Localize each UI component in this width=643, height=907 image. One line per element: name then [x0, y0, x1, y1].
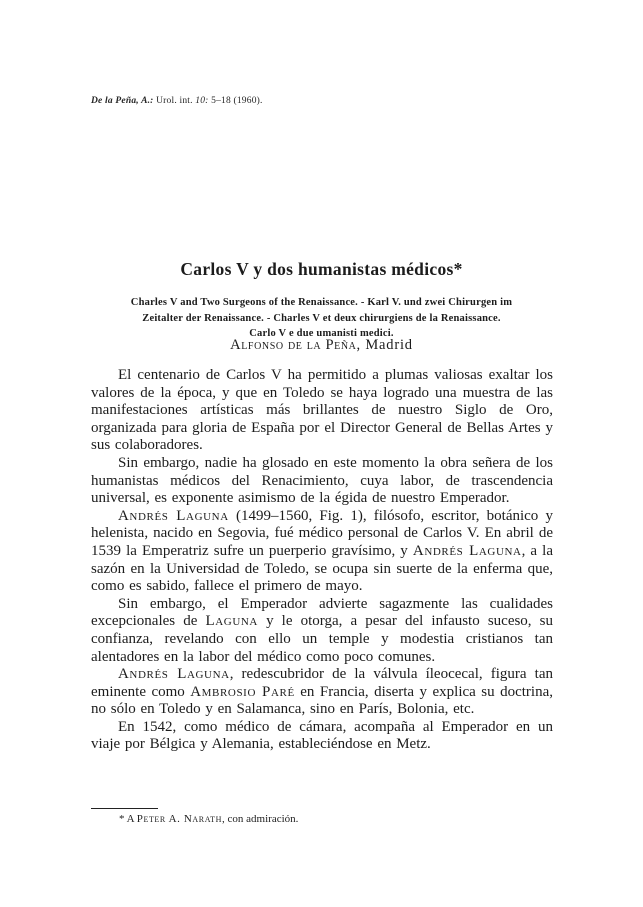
- paragraph: [91, 719, 553, 754]
- text-segment: Urol. int.: [156, 96, 196, 106]
- text-segment: En 1542, como médico de cámara, acompaña al Emperador en un viaje por Bélgica y Alemania, estableciéndose en Metz.: [91, 718, 553, 753]
- text-segment: en Francia, diserta y explica su doctrina, no sólo en Toledo y en Salamanca, sino en París, Bolonia, etc.: [91, 683, 553, 718]
- multilingual-subtitle: [62, 295, 582, 342]
- subtitle-line-german-french: Zeitalter der Renaissance. - Charles V et deux chirurgiens de la Renaissance.: [142, 312, 501, 324]
- text-segment: Sin embargo, el Emperador advierte sagazmente las cualidades excepcionales de: [91, 595, 553, 630]
- text-segment: * A: [119, 813, 137, 825]
- text-segment: Andrés Laguna: [118, 666, 230, 683]
- text-segment: (1499–1560, Fig. 1), filósofo, escritor, botánico y helenista, nacido en Segovia, fué médico personal de Carlos V. En abril de 1539 la Emperatriz sufre un puerperio gravísimo, y: [91, 507, 553, 559]
- journal-citation: [91, 96, 263, 106]
- text-segment: Laguna: [205, 613, 258, 630]
- paragraph: [91, 367, 553, 455]
- text-segment: Andrés Laguna: [412, 542, 522, 559]
- footnote: [91, 813, 553, 825]
- subtitle-line-english-german: Charles V and Two Surgeons of the Renaissance. - Karl V. und zwei Chirurgen im: [130, 297, 513, 308]
- text-segment: , a la sazón en la Universidad de Toledo, se ocupa sin suerte de la enferma que, como es sabido, fallece el primero de mayo.: [91, 542, 553, 595]
- article-title: Carlos V y dos humanistas médicos*: [180, 259, 463, 279]
- paragraph: [91, 455, 553, 508]
- text-segment: Sin embargo, nadie ha glosado en este momento la obra señera de los humanistas médicos del Renacimiento, cuya labor, de trascendencia universal, es exponente asimismo de la égida de nuestro Emperador.: [91, 454, 553, 507]
- paragraph: [91, 666, 553, 719]
- footnote-rule: [91, 808, 158, 809]
- text-segment: 10:: [195, 96, 209, 106]
- text-segment: Ambrosio Paré: [190, 683, 295, 700]
- text-segment: , con admiración.: [222, 813, 299, 825]
- author-line: [0, 337, 643, 354]
- subtitle-line-italian: Carlo V e due umanisti medici.: [249, 328, 394, 339]
- text-segment: De la Peña, A.:: [91, 96, 157, 106]
- paragraph: [91, 508, 553, 596]
- text-segment: 5–18 (1960).: [208, 96, 263, 106]
- text-segment: , Madrid: [356, 337, 413, 353]
- paragraph: [91, 596, 553, 666]
- text-segment: y le otorga, a pesar del infausto suceso, su confianza, revelando con ello un temple y modestia cristianos tan alentadores en la labor del médico como poco comunes.: [91, 613, 553, 665]
- article-body: [91, 367, 553, 754]
- text-segment: Peter A. Narath: [136, 813, 223, 825]
- text-segment: Andrés Laguna: [118, 507, 229, 524]
- text-segment: Alfonso de la Peña: [230, 337, 357, 353]
- text-segment: , redescubridor de la válvula íleocecal, figura tan eminente como: [91, 666, 553, 700]
- text-segment: El centenario de Carlos V ha permitido a plumas valiosas exaltar los valores de la época, y que en Toledo se haya logrado una muestra de las manifestaciones artísticas más brillantes de nuestro Siglo de Oro, organizada para gloria de España por el Director General de Bellas Artes y sus colaboradores.: [91, 367, 553, 454]
